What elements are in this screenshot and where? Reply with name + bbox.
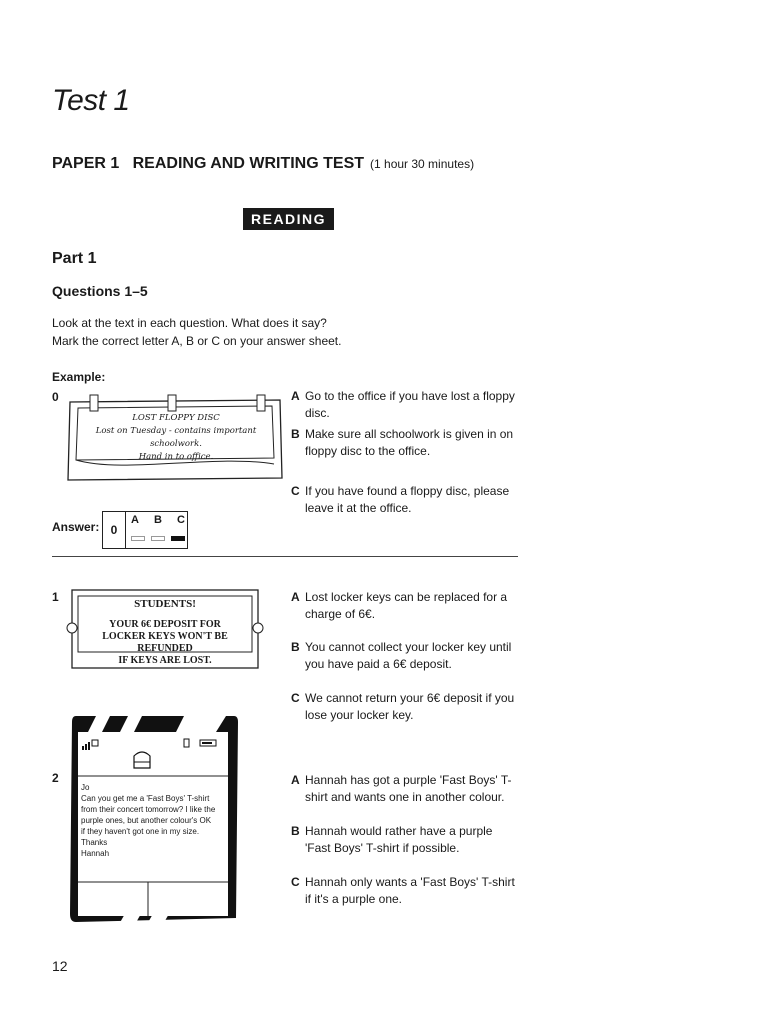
option-text: Hannah has got a purple 'Fast Boys' T-shirt and wants one in another colour. [305,773,512,804]
answer-letter-c: C [177,514,185,526]
pin-icon [253,623,263,633]
option-text: Hannah only wants a 'Fast Boys' T-shirt if it's a purple one. [305,875,515,906]
tape-icon [90,395,98,411]
q1-notice [64,588,268,672]
question-1-number: 1 [52,590,59,604]
answer-lozenge-c-marked [171,536,185,541]
option-text: If you have found a floppy disc, please leave it at the office. [305,484,510,515]
example-label: Example: [52,370,106,384]
notice-title: STUDENTS! [134,598,196,610]
option-text: We cannot return your 6€ deposit if you lose your locker key. [305,691,515,722]
example-option-a [291,388,521,422]
q2-option-a [291,772,521,806]
paper-title-text: PAPER 1 READING AND WRITING TEST [52,155,365,172]
option-letter: C [291,484,300,498]
test-title: Test 1 [52,84,130,117]
phone-message [81,782,231,859]
tape-icon [257,395,265,411]
answer-box [102,511,188,549]
message-line-2: Can you get me a 'Fast Boys' T-shirt [81,794,210,803]
option-text: Make sure all schoolwork is given in on floppy disc to the office. [305,427,514,458]
note-title: LOST FLOPPY DISC [132,413,220,423]
q2-option-b [291,823,521,857]
example-option-b [291,426,521,460]
paper-duration: (1 hour 30 minutes) [370,157,475,171]
answer-label: Answer: [52,520,100,534]
message-line-3: from their concert tomorrow? I like the [81,805,216,814]
notice-line-2: LOCKER KEYS WON'T BE REFUNDED [102,631,228,654]
option-text: Go to the office if you have lost a floppy disc. [305,389,515,420]
envelope-icon [134,752,150,768]
phone-screen [66,712,242,926]
example-option-c [291,483,521,517]
option-text: You cannot collect your locker key until you have paid a 6€ deposit. [305,640,512,671]
instruction-line-2: Mark the correct letter A, B or C on your answer sheet. [52,334,342,348]
answer-number: 0 [103,512,126,548]
answer-letter-a: A [131,514,139,526]
message-line-7: Hannah [81,849,110,858]
message-line-4: purple ones, but another colour's OK [81,816,212,825]
message-line-5: if they haven't got one in my size. [81,827,200,836]
answer-lozenge-a [131,536,145,541]
answer-lozenge-b [151,536,165,541]
option-letter: B [291,427,300,441]
q1-option-c [291,690,521,724]
question-2-number: 2 [52,771,59,785]
example-number: 0 [52,390,59,404]
note-line-1: Lost on Tuesday - contains important schoolwork. [95,426,257,449]
option-letter: A [291,389,300,403]
tape-icon [168,395,176,411]
option-letter: C [291,691,300,705]
option-letter: B [291,640,300,654]
instruction-line-1: Look at the text in each question. What does it say? [52,316,327,330]
q1-option-b [291,639,521,673]
paper-title [52,155,474,173]
option-letter: B [291,824,300,838]
part-label: Part 1 [52,250,97,267]
notice-line-3: IF KEYS ARE LOST. [118,655,212,666]
message-line-6: Thanks [81,838,108,847]
option-letter: A [291,773,300,787]
pin-icon [67,623,77,633]
q1-option-a [291,589,521,623]
page-number: 12 [52,958,68,974]
phone-status-icon [184,739,189,747]
option-letter: A [291,590,300,604]
section-divider [52,556,518,557]
section-tag: READING [243,208,334,230]
notice-line-1: YOUR 6€ DEPOSIT FOR [109,619,221,630]
example-note [64,394,286,486]
questions-label: Questions 1–5 [52,283,148,299]
option-text: Hannah would rather have a purple 'Fast Boys' T-shirt if possible. [305,824,493,855]
answer-letter-b: B [154,514,162,526]
option-letter: C [291,875,300,889]
option-text: Lost locker keys can be replaced for a charge of 6€. [305,590,508,621]
message-line-1: Jo [81,783,90,792]
battery-icon [200,740,216,746]
note-line-2: Hand in to office. [138,452,214,462]
instructions [52,314,472,350]
q2-option-c [291,874,521,908]
